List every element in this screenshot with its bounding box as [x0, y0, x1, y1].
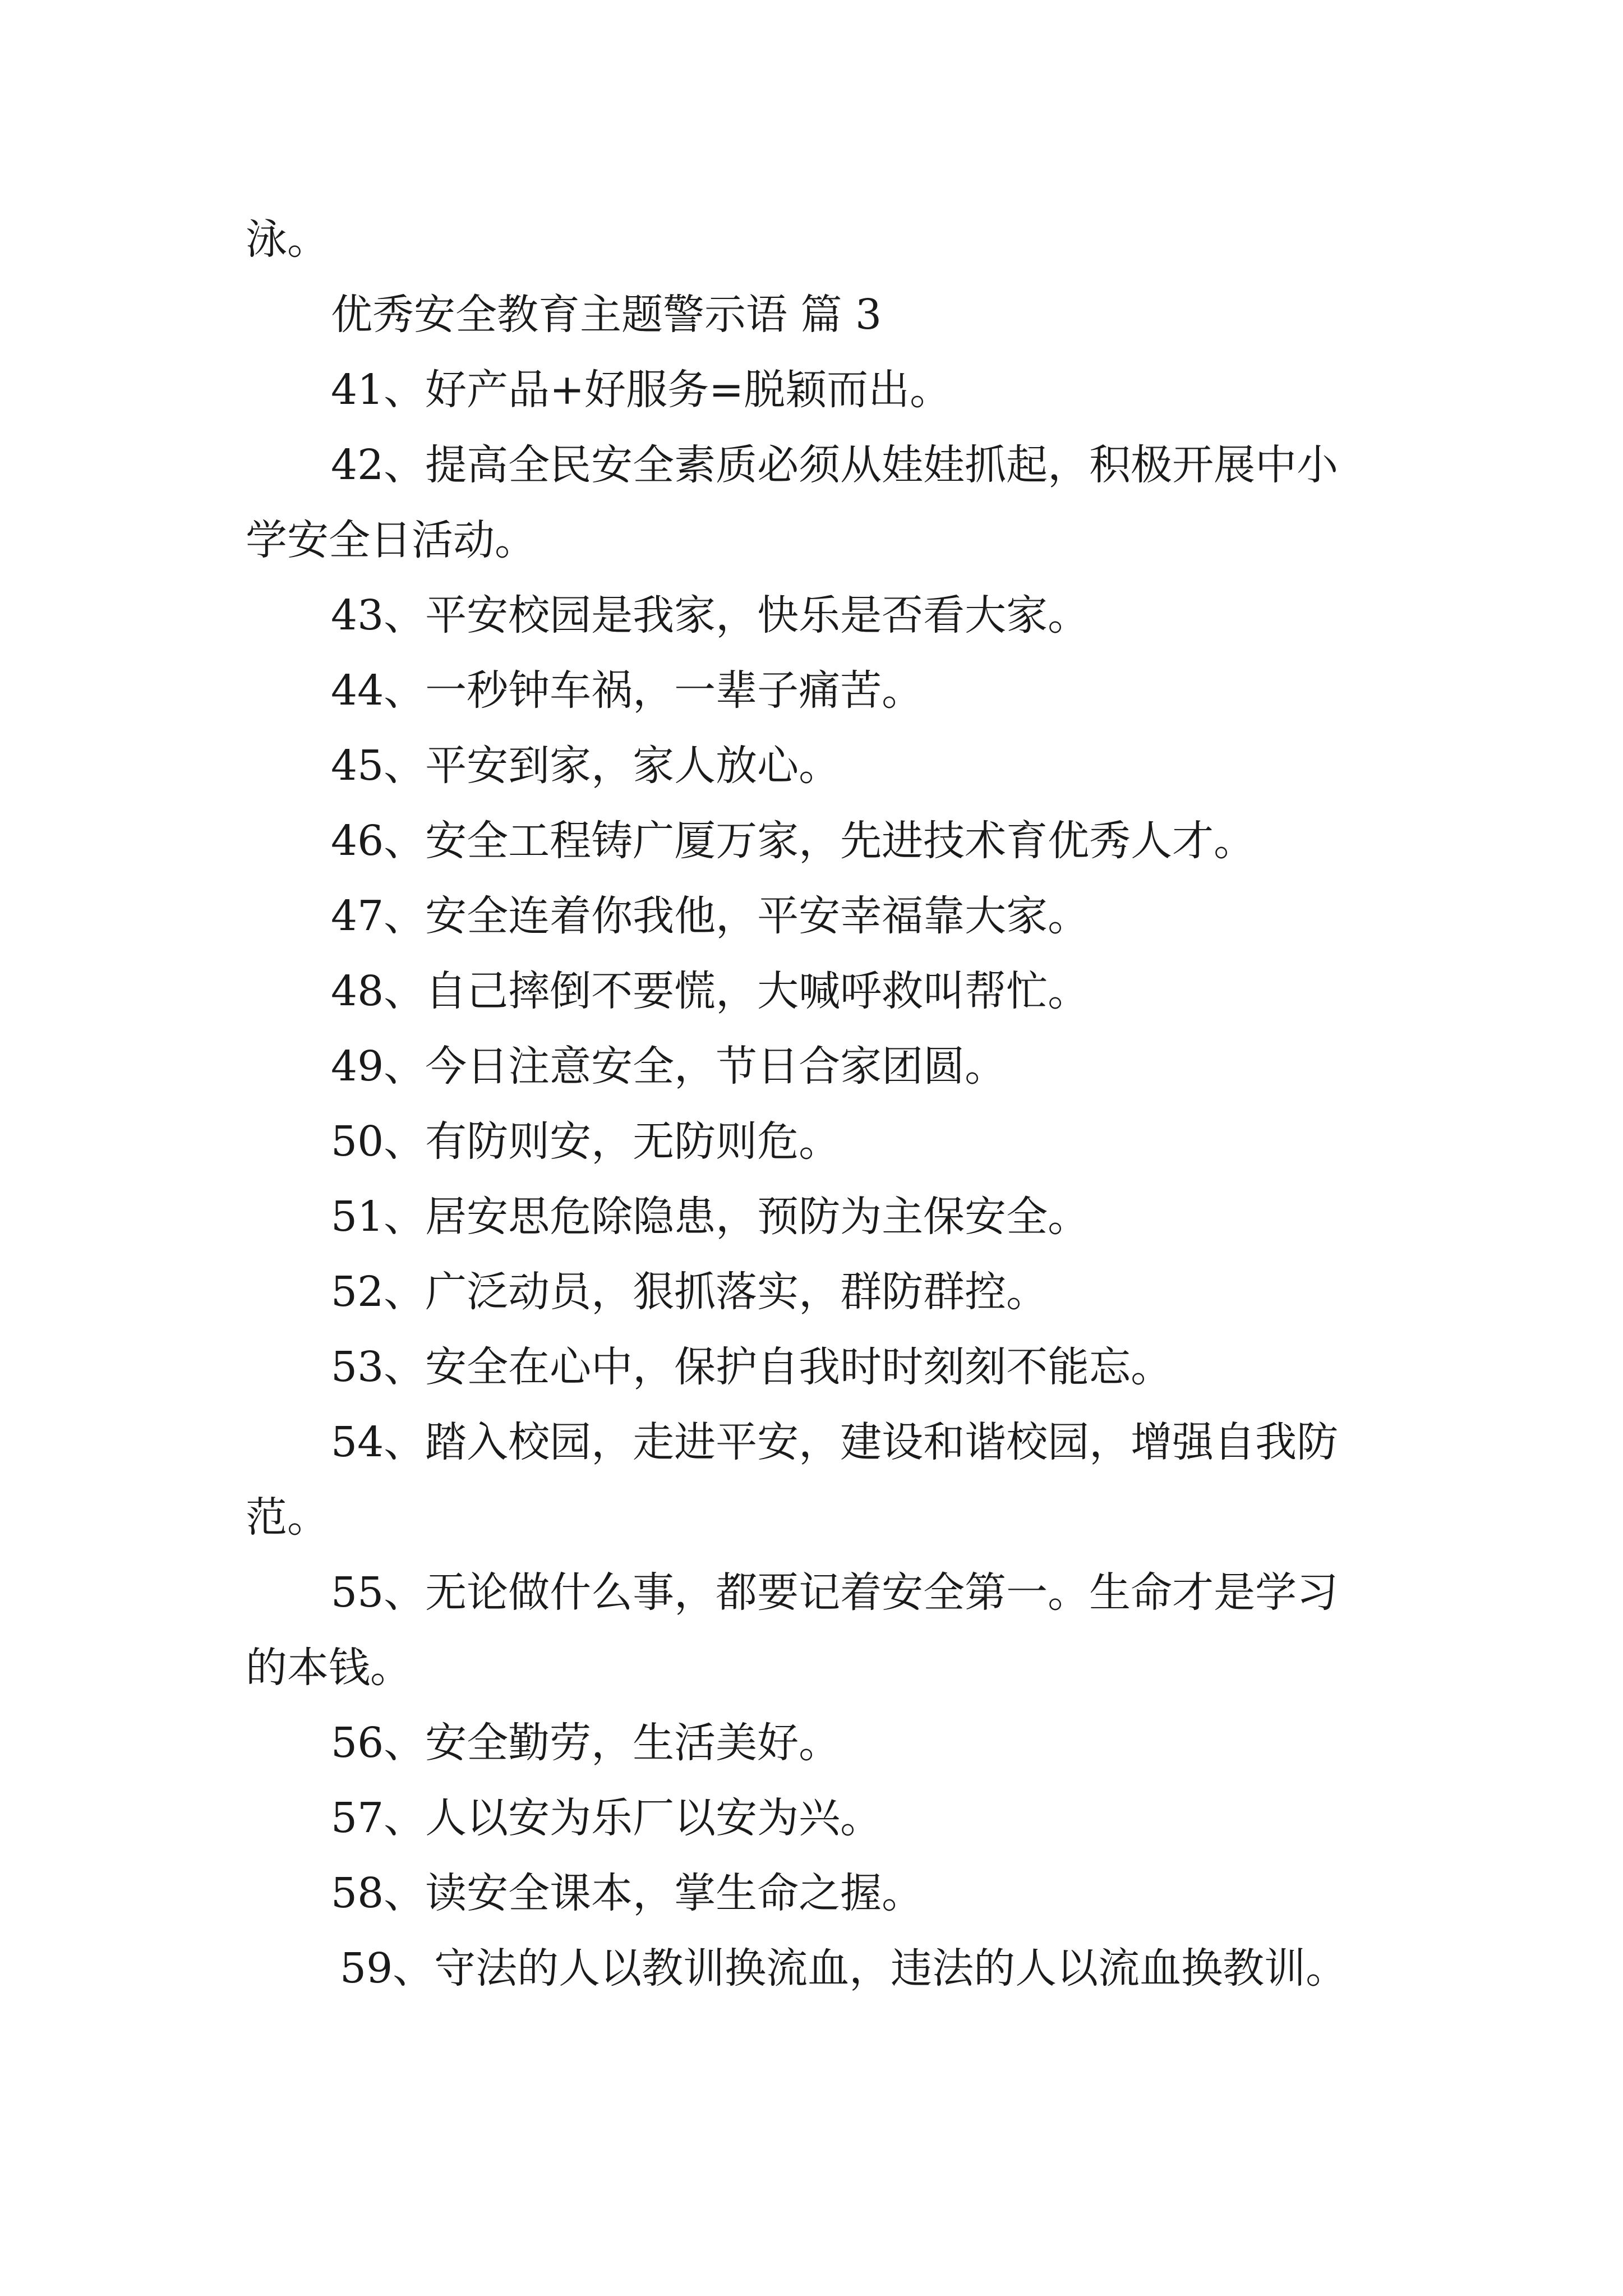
list-item: 44、一秒钟车祸，一辈子痛苦。 — [331, 666, 924, 715]
list-item: 53、安全在心中，保护自我时时刻刻不能忘。 — [331, 1343, 1173, 1391]
list-item: 41、好产品+好服务=脱颖而出。 — [331, 366, 952, 414]
list-item: 58、读安全课本，掌生命之握。 — [331, 1869, 924, 1917]
list-item: 54、踏入校园，走进平安，建设和谐校园，增强自我防范。 — [246, 1418, 1339, 1542]
list-item: 56、安全勤劳，生活美好。 — [331, 1719, 841, 1767]
list-item: 48、自己摔倒不要慌，大喊呼救叫帮忙。 — [331, 967, 1090, 1015]
list-item: 50、有防则安，无防则危。 — [331, 1117, 841, 1166]
list-item: 57、人以安为乐厂以安为兴。 — [331, 1794, 882, 1842]
list-item: 43、平安校园是我家，快乐是否看大家。 — [331, 591, 1090, 639]
list-item: 46、安全工程铸广厦万家，先进技术育优秀人才。 — [331, 817, 1256, 865]
list-item: 45、平安到家，家人放心。 — [331, 742, 841, 790]
continued-text: 泳。 — [246, 215, 329, 264]
list-item: 47、安全连着你我他，平安幸福靠大家。 — [331, 892, 1090, 940]
section-heading: 优秀安全教育主题警示语 篇 3 — [331, 291, 882, 339]
list-item: 51、居安思危除隐患，预防为主保安全。 — [331, 1193, 1090, 1241]
list-item: 52、广泛动员，狠抓落实，群防群控。 — [331, 1268, 1048, 1316]
list-item: 49、今日注意安全，节日合家团圆。 — [331, 1042, 1007, 1091]
document-body — [246, 202, 1378, 2006]
list-item: 55、无论做什么事，都要记着安全第一。生命才是学习的本钱。 — [246, 1568, 1339, 1692]
list-item: 59、守法的人以教训换流血，违法的人以流血换教训。 — [340, 1944, 1348, 1993]
list-item: 42、提高全民安全素质必须从娃娃抓起，积极开展中小学安全日活动。 — [246, 441, 1339, 564]
